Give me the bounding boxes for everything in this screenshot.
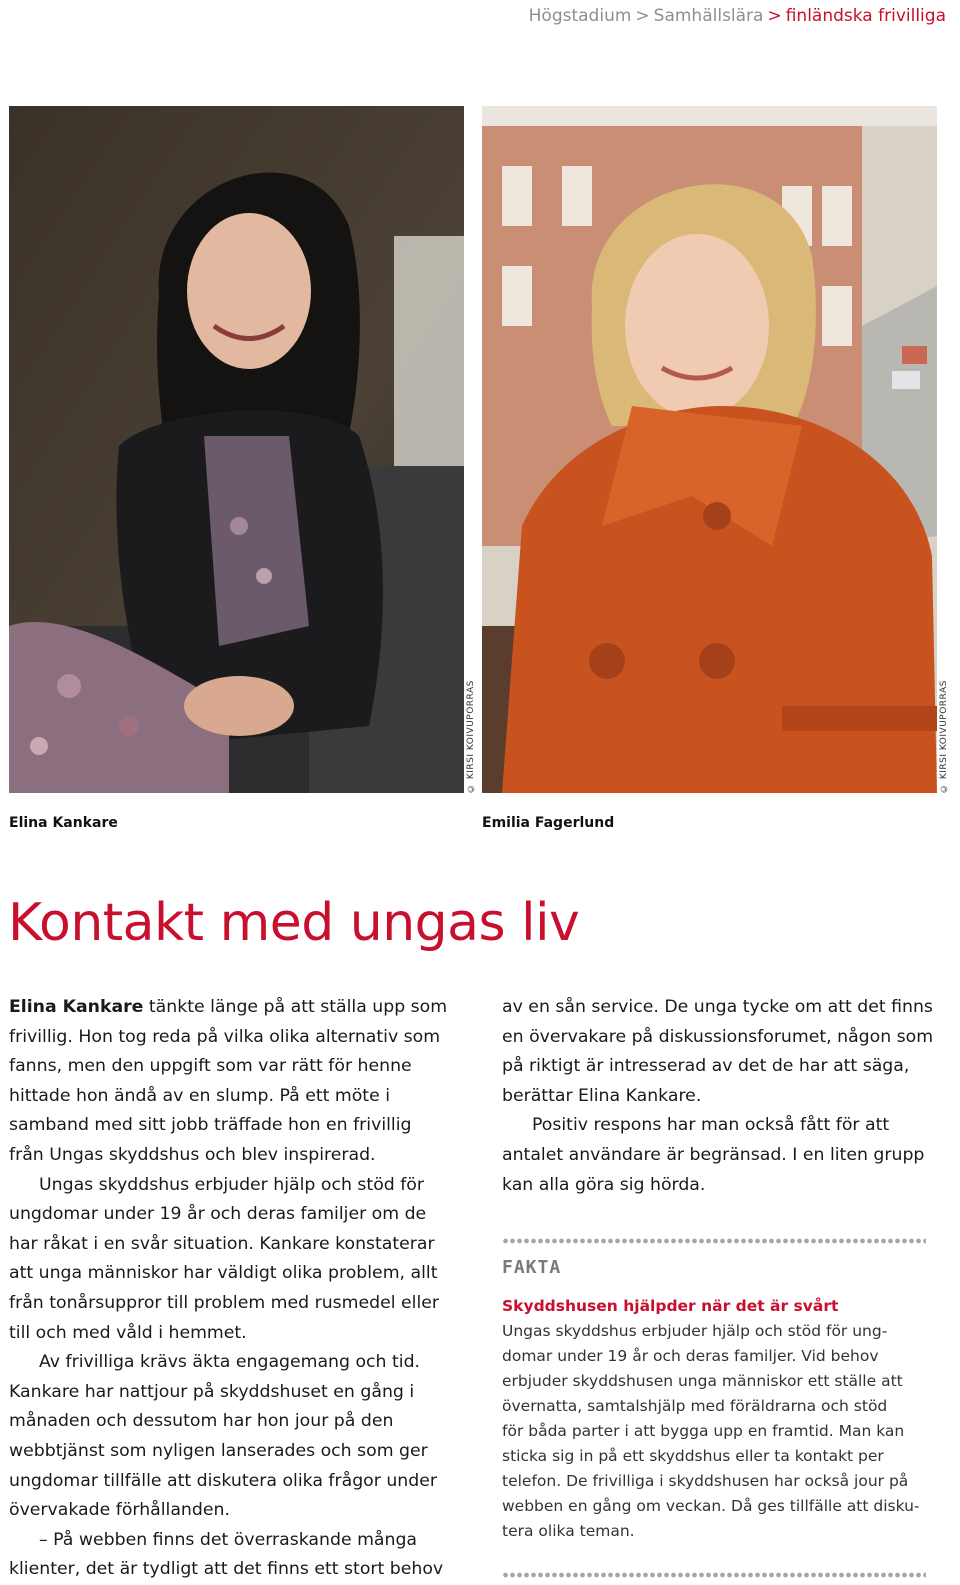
fakta-body <box>502 1319 932 1544</box>
article-paragraph: av en sån service. De unga tycke om att det finns en övervakare på diskussionsforumet, någon som på riktigt är intresserad av det de har att säga, berättar Elina Kankare. <box>502 997 934 1106</box>
article-paragraph: Av frivilliga krävs äkta engagemang och tid. Kankare har nattjour på skyddshuset en gång i månaden och dessutom har hon jour på den webbtjänst som nyligen lanserades och som ger ungdomar tillfälle att diskutera olika frågor under övervakade förhållanden. <box>9 1352 437 1521</box>
article-headline: Kontakt med ungas liv <box>8 893 580 953</box>
fakta-label: FAKTA <box>502 1257 562 1278</box>
fakta-line: Ungas skyddshus erbjuder hjälp och stöd för ung- <box>502 1322 888 1340</box>
fakta-line: erbjuder skyddshusen unga människor ett ställe att <box>502 1372 903 1390</box>
fakta-line: tera olika teman. <box>502 1522 635 1540</box>
photo-emilia-fagerlund <box>482 106 937 793</box>
fakta-line: domar under 19 år och deras familjer. Vid behov <box>502 1347 879 1365</box>
fakta-line: övernatta, samtalshjälp med föräldrarna och stöd <box>502 1397 888 1415</box>
article-column-right <box>502 993 942 1200</box>
fakta-title: Skyddshusen hjälpder när det är svårt <box>502 1297 839 1315</box>
caption-right: Emilia Fagerlund <box>482 815 615 831</box>
lead-name: Elina Kankare <box>9 997 144 1017</box>
caption-left: Elina Kankare <box>9 815 118 831</box>
breadcrumb-item-hogstadium[interactable]: Högstadium <box>528 6 632 26</box>
breadcrumb-item-samhallslara[interactable]: Samhällslära <box>653 6 764 26</box>
fakta-line: sticka sig in på ett skyddshus eller ta kontakt per <box>502 1447 884 1465</box>
article-paragraph: Elina Kankare tänkte länge på att ställa upp som frivillig. Hon tog reda på vilka olika alternativ som fanns, men den uppgift som var rätt för henne hittade hon ändå av en slump. På ett möte i samband med sitt jobb träffade hon en frivillig från Ungas skyddshus och blev inspirerad. <box>9 997 448 1165</box>
fakta-line: webben en gång om veckan. Då ges tillfälle att disku- <box>502 1497 920 1515</box>
breadcrumb-current: finländska frivilliga <box>785 6 946 26</box>
dotted-divider-bottom <box>502 1572 926 1578</box>
photo-credit-left: © KIRSI KOIVUPORRAS <box>466 680 476 793</box>
chevron-right-icon: > <box>635 6 650 26</box>
fakta-line: för båda parter i att bygga upp en framtid. Man kan <box>502 1422 905 1440</box>
fakta-line: telefon. De frivilliga i skyddshusen har också jour på <box>502 1472 909 1490</box>
chevron-right-icon: > <box>767 6 782 26</box>
article-column-left <box>9 993 449 1585</box>
article-paragraph: Ungas skyddshus erbjuder hjälp och stöd för ungdomar under 19 år och deras familjer om de har råkat i en svår situation. Kankare konstaterar att unga människor har väldigt olika problem, allt från tonårsuppror till problem med rusmedel eller till och med våld i hemmet. <box>9 1174 440 1343</box>
photo-elina-kankare <box>9 106 464 793</box>
breadcrumb <box>529 6 946 26</box>
article-paragraph: Positiv respons har man också fått för att antalet användare är begränsad. I en liten grupp kan alla göra sig hörda. <box>502 1115 925 1195</box>
article-paragraph: – På webben finns det överraskande många klienter, det är tydligt att det finns ett stort behov <box>9 1529 444 1580</box>
photo-credit-right: © KIRSI KOIVUPORRAS <box>939 680 949 793</box>
dotted-divider-top <box>502 1238 926 1244</box>
